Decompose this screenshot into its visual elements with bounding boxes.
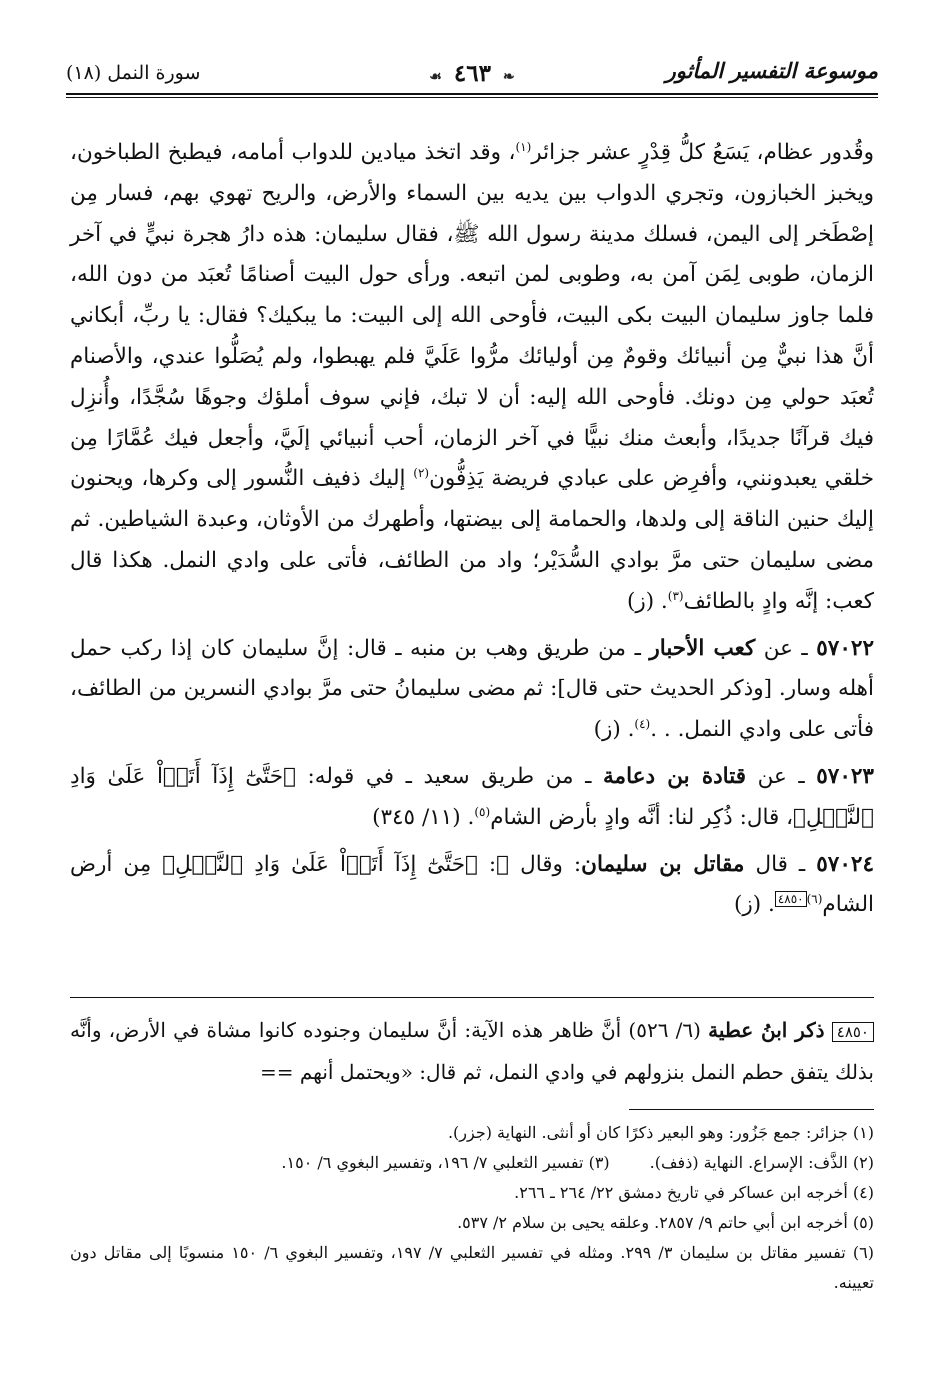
page-number-block <box>425 60 518 87</box>
footnote-ref[interactable]: (٢) <box>413 466 430 481</box>
header-rule-thin <box>66 97 878 98</box>
footnote-ref[interactable]: (١) <box>515 139 532 154</box>
header-rule <box>66 93 878 95</box>
ornament-icon: ☙ <box>429 69 442 85</box>
entry-tail: . (ز) <box>593 717 635 743</box>
footnote-3: (٣) تفسير الثعلبي ٧/ ١٩٦، وتفسير البغوي ٦/ ١٥٠. <box>281 1153 610 1172</box>
entry-57023 <box>70 757 874 839</box>
entry-text: ـ من طريق وهب بن منبه ـ قال: إنَّ سليمان كان إذا ركب حمل أهله وسار. [وذكر الحديث حتى قال]: ثم مضى سليمانُ حتى مرَّ بوادي النسرين من الطائف، فأتى على وادي النمل. . . <box>70 635 874 743</box>
paragraph-text: ، وقد اتخذ ميادين للدواب أمامه، فيطبخ الطباخون، ويخبز الخبازون، وتجري الدواب بين يديه بين السماء والأرض، والريح تهوي بهم، فسار مِن إصْطَخر إلى اليمن، فسلك مدينة رسول الله ﷺ، فقال سليمان: هذه دارُ هجرة نبيٍّ في آخر الزمان، طوبى لِمَن آمن به، وطوبى لمن اتبعه. ورأى حول البيت أصنامًا تُعبَد من دون الله، فلما جاوز سليمان البيت بكى البيت، فأوحى الله إلى البيت: ما يبكيك؟ فقال: يا ربِّ، أبكاني أنَّ هذا نبيٌّ مِن أنبيائك وقومٌ مِن أوليائك مرُّوا عَلَيَّ فلم يهبطوا، ولم يُصَلُّوا عندي، والأصنام تُعبَد حولي مِن دونك. فأوحى الله إليه: أن لا تبك، فإني سوف أملؤك وجوهًا سُجَّدًا، وأُنزِل فيك قرآنًا جديدًا، وأبعث منك نبيًّا في آخر الزمان، أحب أنبيائي إلَيَّ، وأجعل فيك عُمَّارًا مِن خلقي يعبدونني، وأفرِض على عبادي فريضة يَذِفُّون <box>70 140 875 492</box>
footnote-row <box>70 1148 874 1178</box>
footnote-6: (٦) تفسير مقاتل بن سليمان ٣/ ٢٩٩. ومثله في تفسير الثعلبي ٧/ ١٩٧، وتفسير البغوي ٦/ ١٥٠ منسوبًا إلى مقاتل دون تعيينه. <box>70 1243 874 1292</box>
book-title: موسوعة التفسير المأثور <box>665 58 878 83</box>
commentary-rule <box>70 997 874 998</box>
entry-lead: ـ عن <box>755 635 817 661</box>
footnotes-rule <box>629 1109 874 1110</box>
commentary-number-box: ٤٨٥٠ <box>832 1022 874 1042</box>
paragraph-text: وقُدور عظام، يَسَعُ كلُّ قِدْرٍ عشر جزائر <box>531 140 874 165</box>
entry-tail: . (ز) <box>733 892 775 918</box>
narrator-name: كعب الأحبار <box>649 635 756 661</box>
footnote-4: (٤) أخرجه ابن عساكر في تاريخ دمشق ٢٢/ ٢٦٤ ـ ٢٦٦. <box>514 1183 874 1202</box>
commentary-ref-box[interactable]: ٤٨٥٠ <box>775 891 807 907</box>
commentary-author: ذكر ابنُ عطية <box>708 1018 825 1042</box>
entry-text: ـ من طريق سعيد ـ في قوله: ﴿حَتَّىٰٓ إِذَآ أَتَوۡاْ عَلَىٰ وَادِ ٱلنَّمۡلِ﴾، قال: ذُكِر لنا: أنَّه وادٍ بأرض الشام <box>70 763 874 830</box>
footnote-ref[interactable]: (٥) <box>474 804 491 819</box>
footnote-ref[interactable]: (٦) <box>806 892 823 907</box>
entry-number: ٥٧٠٢٢ <box>816 635 874 661</box>
footnote-5: (٥) أخرجه ابن أبي حاتم ٩/ ٢٨٥٧. وعلقه يحيى بن سلام ٢/ ٥٣٧. <box>457 1213 874 1232</box>
commentary-block <box>70 1010 874 1092</box>
page-header <box>66 52 878 102</box>
entry-text: : وقال ﷺ: ﴿حَتَّىٰٓ إِذَآ أَتَوۡاْ عَلَىٰ وَادِ ٱلنَّمۡلِ﴾ مِن أرض الشام <box>70 851 874 918</box>
surah-title: سورة النمل (١٨) <box>66 62 201 84</box>
paragraph-text: إليك ذفيف النُّسور إلى وكرها، ويحنون إليك حنين الناقة إلى ولدها، والحمامة إلى بيضتها، وأطهرك من الأوثان، وعبدة الشياطين. ثم مضى سليمان حتى مرَّ بوادي السُّدَيْر؛ واد من الطائف، فأتى على وادي النمل. هكذا قال كعب: إنَّه وادٍ بالطائف <box>70 466 874 614</box>
main-text <box>70 133 874 926</box>
footnote-ref[interactable]: (٤) <box>634 717 651 731</box>
narrator-name: قتادة بن دعامة <box>603 763 746 789</box>
entry-tail: . (١١/ ٣٤٥) <box>372 804 475 830</box>
entry-lead: ـ عن <box>746 763 817 789</box>
page-number: ٤٦٣ <box>453 60 491 87</box>
footnote-2: (٢) الذَّف: الإسراع. النهاية (ذفف). <box>649 1153 874 1172</box>
paragraph-text: . (ز) <box>626 588 668 614</box>
entry-number: ٥٧٠٢٤ <box>816 851 874 877</box>
ornament-icon: ❧ <box>502 69 515 85</box>
footnote-ref[interactable]: (٣) <box>667 588 684 603</box>
narrator-name: مقاتل بن سليمان <box>581 851 745 877</box>
entry-number: ٥٧٠٢٣ <box>816 763 874 789</box>
narration-paragraph <box>70 133 874 623</box>
entry-lead: ـ قال <box>744 851 817 877</box>
entry-57022 <box>70 629 874 751</box>
entry-57024 <box>70 845 874 927</box>
footnotes <box>70 1118 874 1298</box>
footnote-1: (١) جزائر: جمع جَزُور: وهو البعير ذكرًا كان أو أنثى. النهاية (جزر). <box>447 1123 874 1142</box>
commentary-text: (٦/ ٥٢٦) أنَّ ظاهر هذه الآية: أنَّ سليمان وجنوده كانوا مشاة في الأرض، وأنَّه بذلك يتفق حطم النمل بنزولهم في وادي النمل، ثم قال: «ويحتمل أنهم == <box>70 1018 874 1084</box>
